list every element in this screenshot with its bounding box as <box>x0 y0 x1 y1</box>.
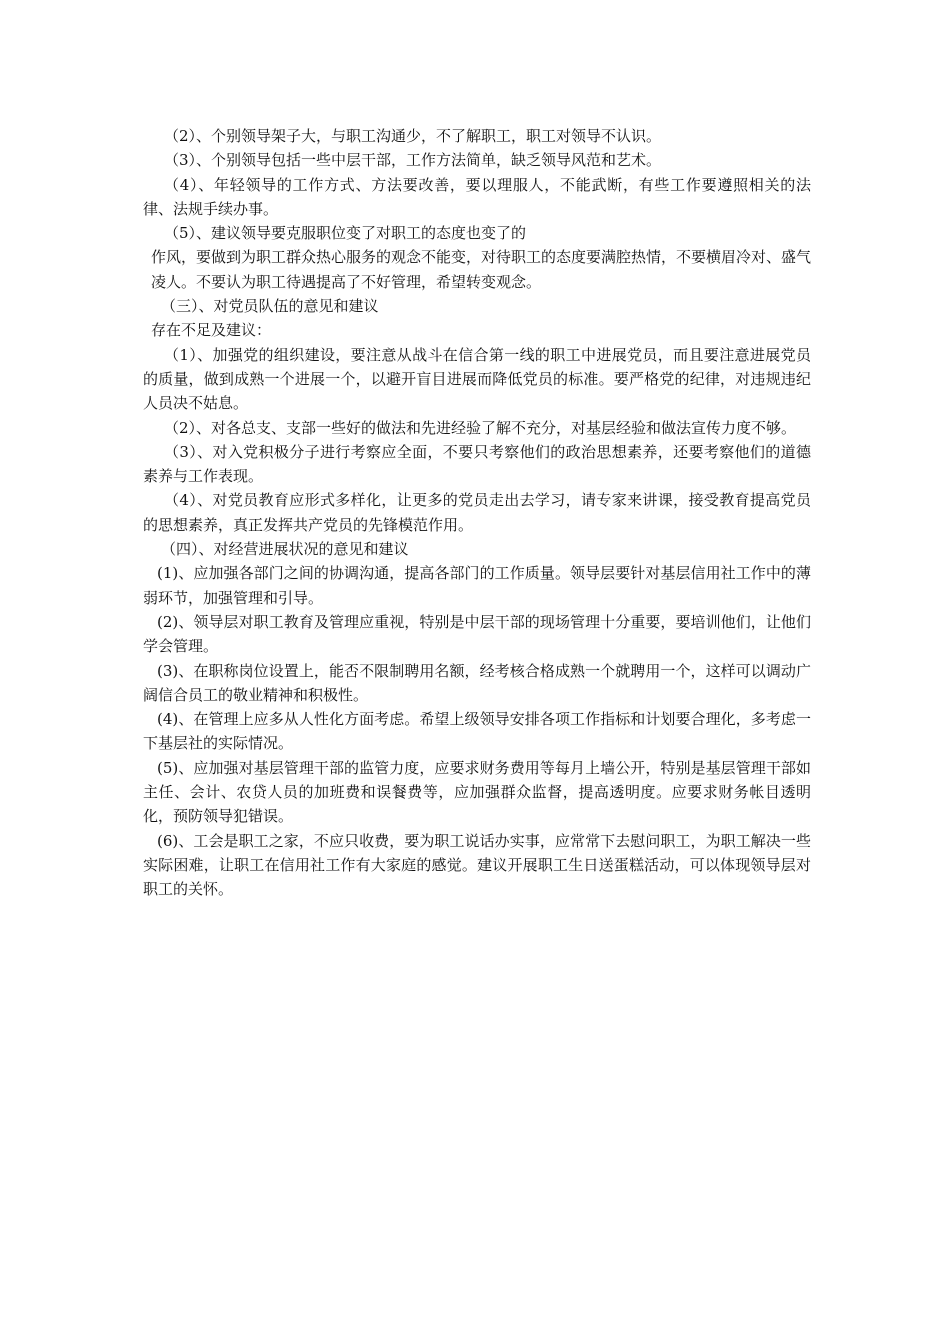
section-4-item-4-text: (4)、在管理上应多从人性化方面考虑。希望上级领导安排各项工作指标和计划要合理化，多考虑一下基层社的实际情况。 <box>143 710 811 753</box>
section-3-item-4-text: （4）、对党员教育应形式多样化，让更多的党员走出去学习，请专家来讲课，接受教育提高党员的思想素养，真正发挥共产党员的先锋模范作用。 <box>143 491 811 534</box>
section-4-item-6-text: (6)、工会是职工之家，不应只收费，要为职工说话办实事，应常常下去慰问职工，为职工解决一些实际困难，让职工在信用社工作有大家庭的感觉。建议开展职工生日送蛋糕活动，可以体现领导层对职工的关怀。 <box>143 831 811 899</box>
section-3-heading: （三）、对党员队伍的意见和建议 <box>161 297 379 316</box>
paragraph-item-4 <box>143 173 811 222</box>
section-4-item-3 <box>143 659 811 708</box>
section-4-item-5 <box>143 756 811 829</box>
section-4-item-1-text: (1)、应加强各部门之间的协调沟通，提高各部门的工作质量。领导层要针对基层信用社工作中的薄弱环节，加强管理和引导。 <box>143 564 811 607</box>
section-3-item-2 <box>143 416 811 440</box>
section-3-item-4 <box>143 488 811 537</box>
section-4-item-5-text: (5)、应加强对基层管理干部的监管力度，应要求财务费用等每月上墙公开，特别是基层管理干部如主任、会计、农贷人员的加班费和误餐费等，应加强群众监督，提高透明度。应要求财务帐目透明化，预防领导犯错误。 <box>143 758 811 826</box>
section-4-heading: （四）、对经营进展状况的意见和建议 <box>161 540 409 559</box>
section-4-item-6 <box>143 829 811 902</box>
section-3-item-1-text: （1）、加强党的组织建设，要注意从战斗在信合第一线的职工中进展党员，而且要注意进展党员的质量，做到成熟一个进展一个，以避开盲目进展而降低党员的标准。要严格党的纪律，对违规违纪人员决不姑息。 <box>143 345 811 413</box>
paragraph-item-3: （3）、个别领导包括一些中层干部，工作方法简单，缺乏领导风范和艺术。 <box>164 151 662 170</box>
section-4-item-3-text: (3)、在职称岗位设置上，能否不限制聘用名额，经考核合格成熟一个就聘用一个，这样可以调动广阔信合员工的敬业精神和积极性。 <box>143 661 811 704</box>
section-3-intro: 存在不足及建议： <box>151 321 272 340</box>
section-4-item-2 <box>143 610 811 659</box>
document-page <box>143 124 811 902</box>
paragraph-item-5-line2: 作风，要做到为职工群众热心服务的观念不能变，对待职工的态度要满腔热情，不要横眉冷对、盛气凌人。不要认为职工待遇提高了不好管理，希望转变观念。 <box>151 248 812 291</box>
section-4-item-4 <box>143 707 811 756</box>
section-4-item-1 <box>143 561 811 610</box>
section-3-item-2-text: （2）、对各总支、支部一些好的做法和先进经验了解不充分，对基层经验和做法宣传力度不够。 <box>164 418 797 437</box>
section-3-item-1 <box>143 343 811 416</box>
paragraph-item-2: （2）、个别领导架子大，与职工沟通少，不了解职工，职工对领导不认识。 <box>164 127 662 145</box>
paragraph-item-4-text: （4）、年轻领导的工作方式、方法要改善，要以理服人，不能武断，有些工作要遵照相关的法律、法规手续办事。 <box>143 175 811 218</box>
section-4-item-2-text: (2)、领导层对职工教育及管理应重视，特别是中层干部的现场管理十分重要，要培训他们，让他们学会管理。 <box>143 612 811 656</box>
section-3-item-3 <box>143 440 811 489</box>
paragraph-item-5-line1: （5）、建议领导要克服职位变了对职工的态度也变了的 <box>164 224 527 243</box>
section-3-item-3-text: （3）、对入党积极分子进行考察应全面，不要只考察他们的政治思想素养，还要考察他们的道德素养与工作表现。 <box>143 442 811 486</box>
